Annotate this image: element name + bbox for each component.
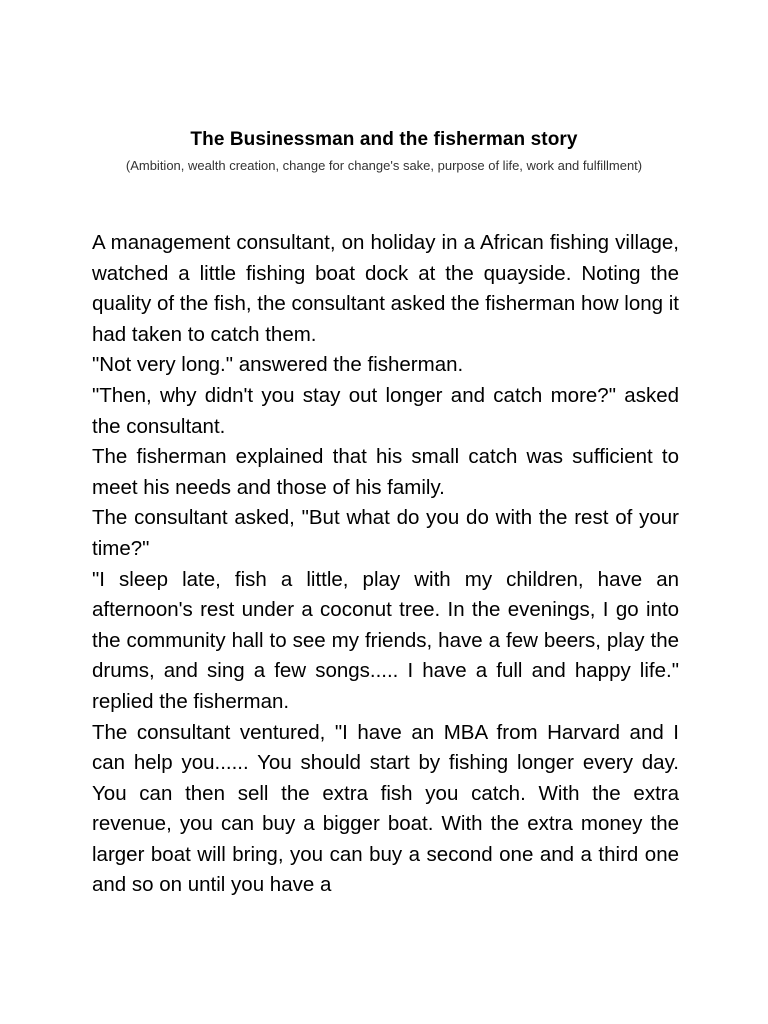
story-paragraph: "Then, why didn't you stay out longer and catch more?" asked the consultant. [92, 383, 679, 438]
story-paragraph: The consultant asked, "But what do you do with the rest of your time?" [92, 506, 679, 560]
story-paragraph: "Not very long." answered the fisherman. [92, 353, 464, 377]
document-title: The Businessman and the fisherman story [190, 129, 578, 150]
story-paragraph: The fisherman explained that his small catch was sufficient to meet his needs and those of his family. [92, 445, 679, 499]
story-paragraph: The consultant ventured, "I have an MBA from Harvard and I can help you...... You should start by fishing longer every day. You can then sell the extra fish you catch. With the extra revenue, you can buy a bigger boat. With the extra money the larger boat will bring, you can buy a second one and a third one and so on until you have a [92, 720, 679, 897]
document-subtitle: (Ambition, wealth creation, change for change's sake, purpose of life, work and fulfillment) [125, 158, 643, 173]
story-paragraph: "I sleep late, fish a little, play with my children, have an afternoon's rest under a coconut tree. In the evenings, I go into the community hall to see my friends, have a few beers, play the drums, and sing a few songs..... I have a full and happy life." replied the fisherman. [92, 567, 679, 713]
story-body [92, 228, 679, 901]
story-paragraph: A management consultant, on holiday in a African fishing village, watched a little fishing boat dock at the quayside. Noting the quality of the fish, the consultant asked the fisherman how long it had taken to catch them. [92, 231, 679, 346]
